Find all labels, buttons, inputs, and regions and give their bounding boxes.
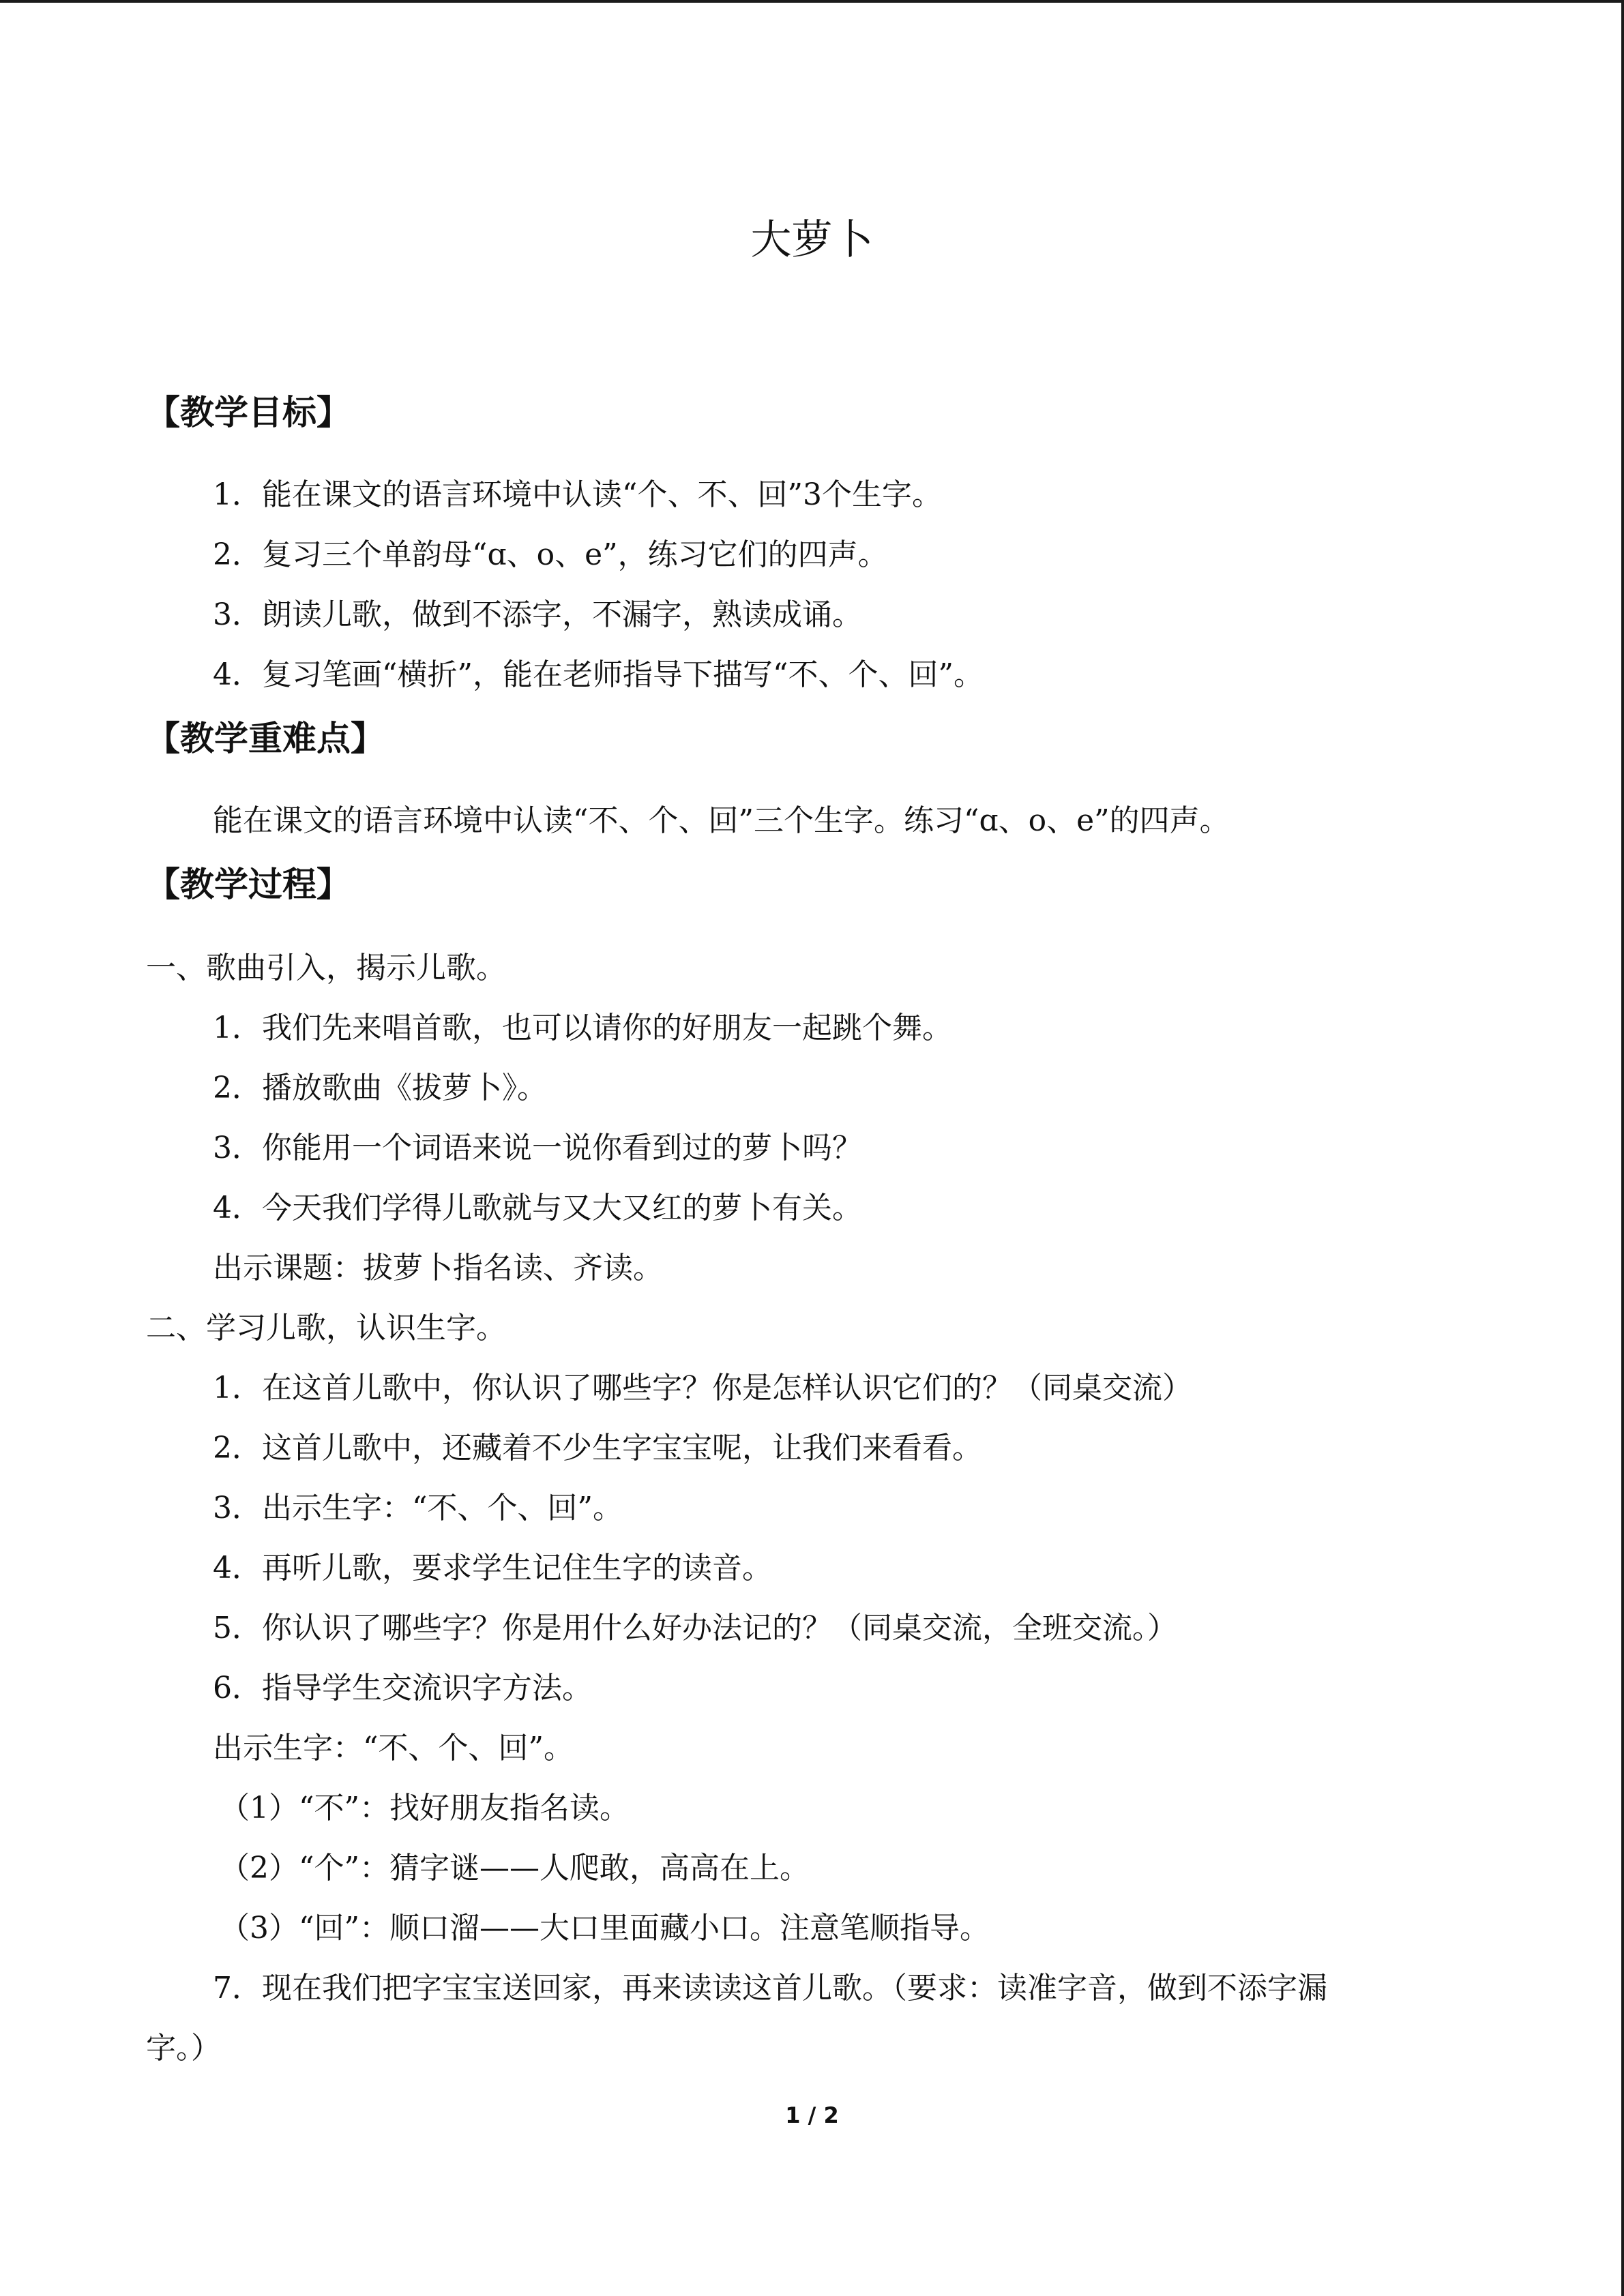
goal-item: 2．复习三个单韵母“ɑ、o、e”，练习它们的四声。 xyxy=(213,537,888,572)
process-item: 1．在这首儿歌中，你认识了哪些字？你是怎样认识它们的？（同桌交流） xyxy=(213,1371,1192,1405)
page-right-border xyxy=(1621,0,1624,2296)
goal-item: 4．复习笔画“横折”，能在老师指导下描写“不、个、回”。 xyxy=(213,657,984,692)
process-item: 4．今天我们学得儿歌就与又大又红的萝卜有关。 xyxy=(213,1191,862,1225)
process-item: 4．再听儿歌，要求学生记住生字的读音。 xyxy=(213,1551,772,1585)
goal-item: 3．朗读儿歌，做到不添字，不漏字，熟读成诵。 xyxy=(213,597,862,632)
process-item-continuation: 字。） xyxy=(146,2031,221,2066)
process-item: 3．出示生字：“不、个、回”。 xyxy=(213,1491,623,1525)
page-top-border xyxy=(0,0,1624,3)
process-subitem: （3）“回”：顺口溜——大口里面藏小口。注意笔顺指导。 xyxy=(220,1911,990,1945)
process-item: 出示课题：拔萝卜指名读、齐读。 xyxy=(213,1251,663,1285)
key-points-text: 能在课文的语言环境中认读“不、个、回”三个生字。练习“ɑ、o、e”的四声。 xyxy=(213,803,1230,838)
process-item: 2．播放歌曲《拔萝卜》。 xyxy=(213,1071,547,1105)
heading-teaching-goals: 【教学目标】 xyxy=(146,393,351,432)
process-item: 出示生字：“不、个、回”。 xyxy=(213,1731,574,1765)
process-item: 6．指导学生交流识字方法。 xyxy=(213,1671,592,1705)
document-title: 大萝卜 xyxy=(750,216,874,264)
process-item: 7．现在我们把字宝宝送回家，再来读读这首儿歌。（要求：读准字音，做到不添字漏 xyxy=(213,1971,1327,2006)
process-part2-title: 二、学习儿歌，认识生字。 xyxy=(146,1311,506,1345)
goal-item: 1．能在课文的语言环境中认读“个、不、回”3个生字。 xyxy=(213,477,942,512)
process-item: 5．你认识了哪些字？你是用什么好办法记的？（同桌交流，全班交流。） xyxy=(213,1611,1177,1645)
heading-key-points: 【教学重难点】 xyxy=(146,719,385,758)
process-subitem: （2）“个”：猜字谜——人爬敢，高高在上。 xyxy=(220,1851,810,1885)
process-item: 2．这首儿歌中，还藏着不少生字宝宝呢，让我们来看看。 xyxy=(213,1431,982,1465)
process-part1-title: 一、歌曲引入，揭示儿歌。 xyxy=(146,951,506,985)
page-number: 1 / 2 xyxy=(785,2102,839,2128)
process-item: 1．我们先来唱首歌，也可以请你的好朋友一起跳个舞。 xyxy=(213,1011,952,1045)
process-subitem: （1）“不”：找好朋友指名读。 xyxy=(220,1791,630,1825)
heading-teaching-process: 【教学过程】 xyxy=(146,865,351,904)
process-item: 3．你能用一个词语来说一说你看到过的萝卜吗？ xyxy=(213,1131,862,1165)
